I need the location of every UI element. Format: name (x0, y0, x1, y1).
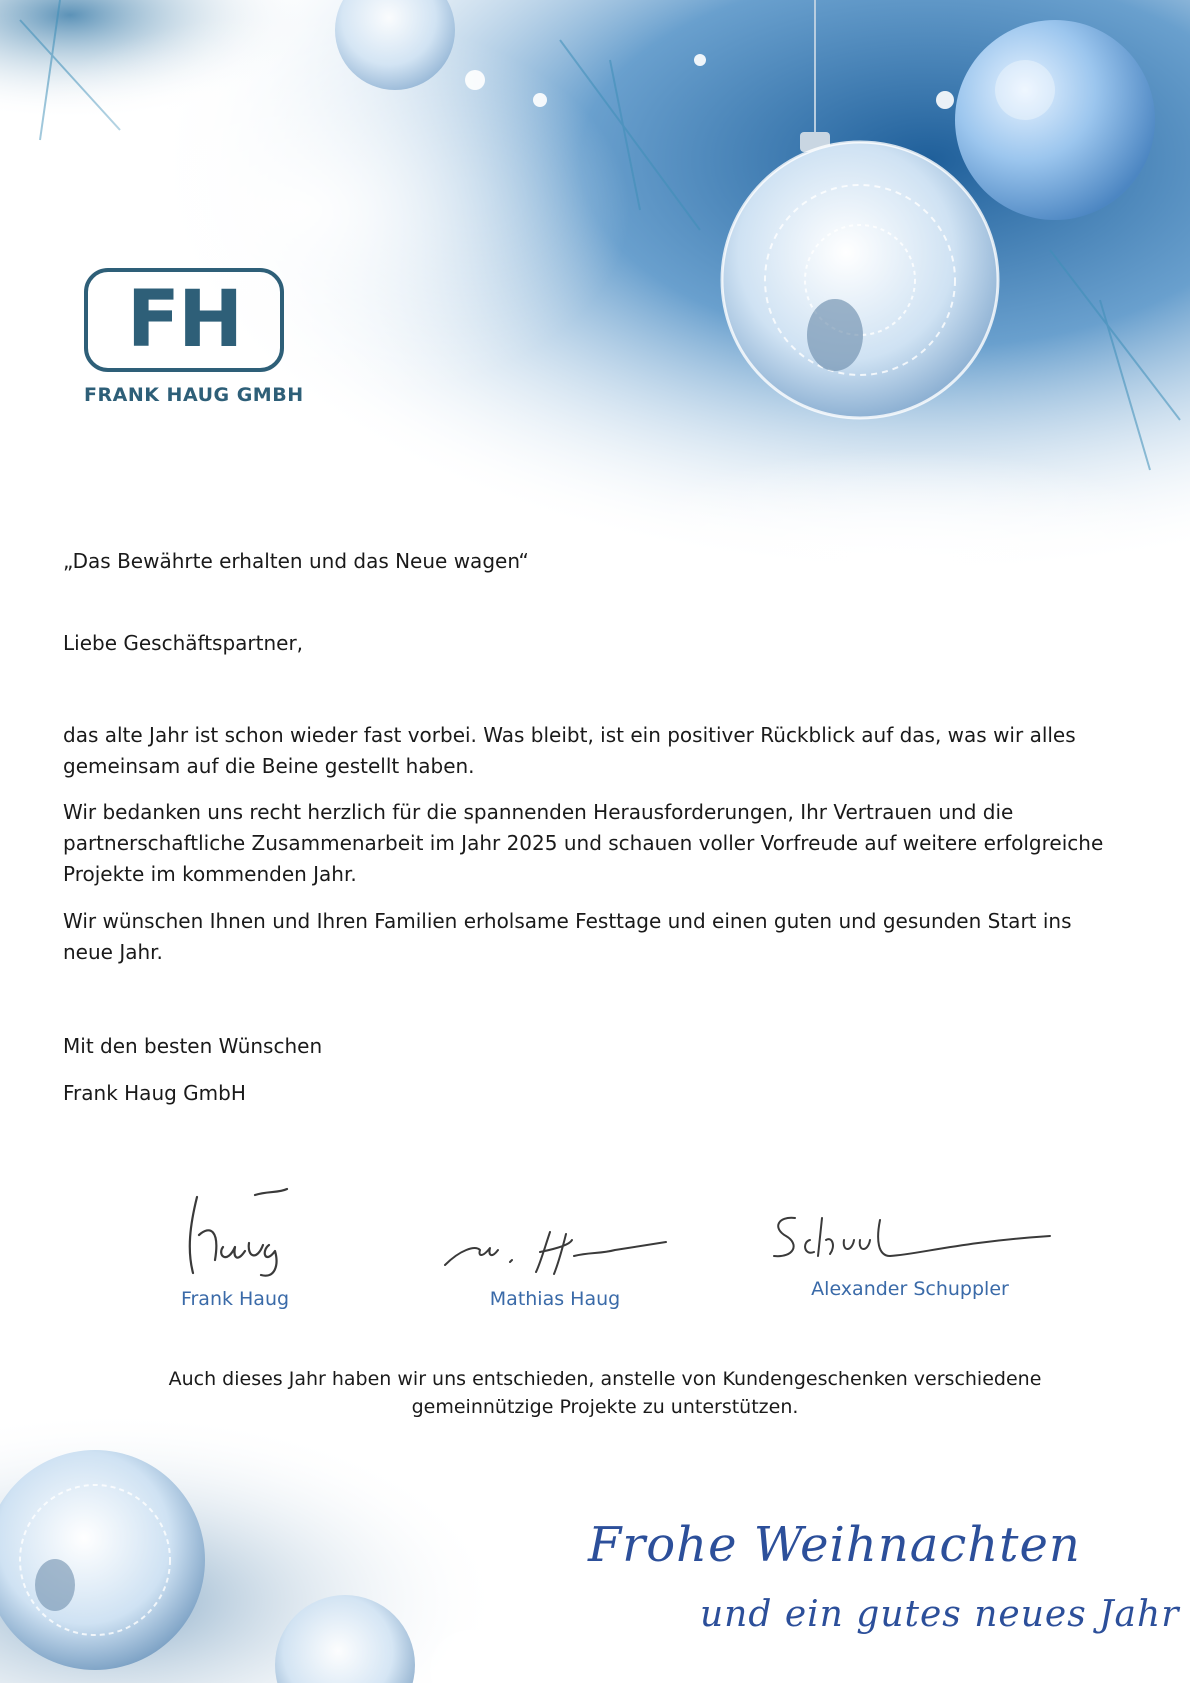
letter-paragraph (63, 906, 1123, 968)
letter-motto (63, 546, 1123, 577)
signature-block (745, 1210, 1075, 1300)
signatory-name: Alexander Schuppler (811, 1278, 1009, 1300)
handwritten-signature (175, 1185, 295, 1280)
company-logo (84, 268, 304, 406)
logo-letters: FH (126, 275, 242, 365)
greeting-line-2: und ein gutes neues Jahr (700, 1594, 1180, 1635)
company-text: Frank Haug GmbH (63, 1081, 246, 1105)
signature-block (165, 1185, 305, 1310)
paragraph-text: Wir bedanken uns recht herzlich für die spannenden Herausforderungen, Ihr Vertrauen und die partnerschaftliche Zusammenarbeit im Jahr 2025 und schauen voller Vorfreude auf weitere erfolgreiche Projekte im kommenden Jahr. (63, 800, 1104, 886)
letter-salutation (63, 628, 1123, 659)
ornament-bottom-decoration (0, 1410, 560, 1683)
logo-badge (84, 268, 284, 372)
logo-company-name: FRANK HAUG GMBH (84, 384, 304, 406)
signatory-name: Mathias Haug (489, 1288, 621, 1310)
salutation-text: Liebe Geschäftspartner, (63, 631, 304, 655)
greeting-line-1: Frohe Weihnachten (588, 1517, 1081, 1573)
paragraph-text: das alte Jahr ist schon wieder fast vorbei. Was bleibt, ist ein positiver Rückblick auf das, was wir alles gemeinsam auf die Beine gestellt haben. (63, 723, 1076, 778)
donation-note: Auch dieses Jahr haben wir uns entschieden, anstelle von Kundengeschenken verschiedene gemeinnützige Projekte zu unterstützen. (168, 1368, 1042, 1418)
letter-paragraph (63, 797, 1123, 890)
closing-text: Mit den besten Wünschen (63, 1034, 323, 1058)
handwritten-signature (760, 1210, 1060, 1270)
letter-paragraph (63, 720, 1123, 782)
signature-block (425, 1220, 685, 1310)
letter-closing (63, 1031, 1123, 1062)
motto-text: „Das Bewährte erhalten und das Neue wagen“ (63, 549, 529, 573)
handwritten-signature (440, 1220, 670, 1280)
signatory-name: Frank Haug (180, 1288, 290, 1310)
letter-company (63, 1078, 1123, 1109)
paragraph-text: Wir wünschen Ihnen und Ihren Familien erholsame Festtage und einen guten und gesunden Start ins neue Jahr. (63, 909, 1072, 964)
